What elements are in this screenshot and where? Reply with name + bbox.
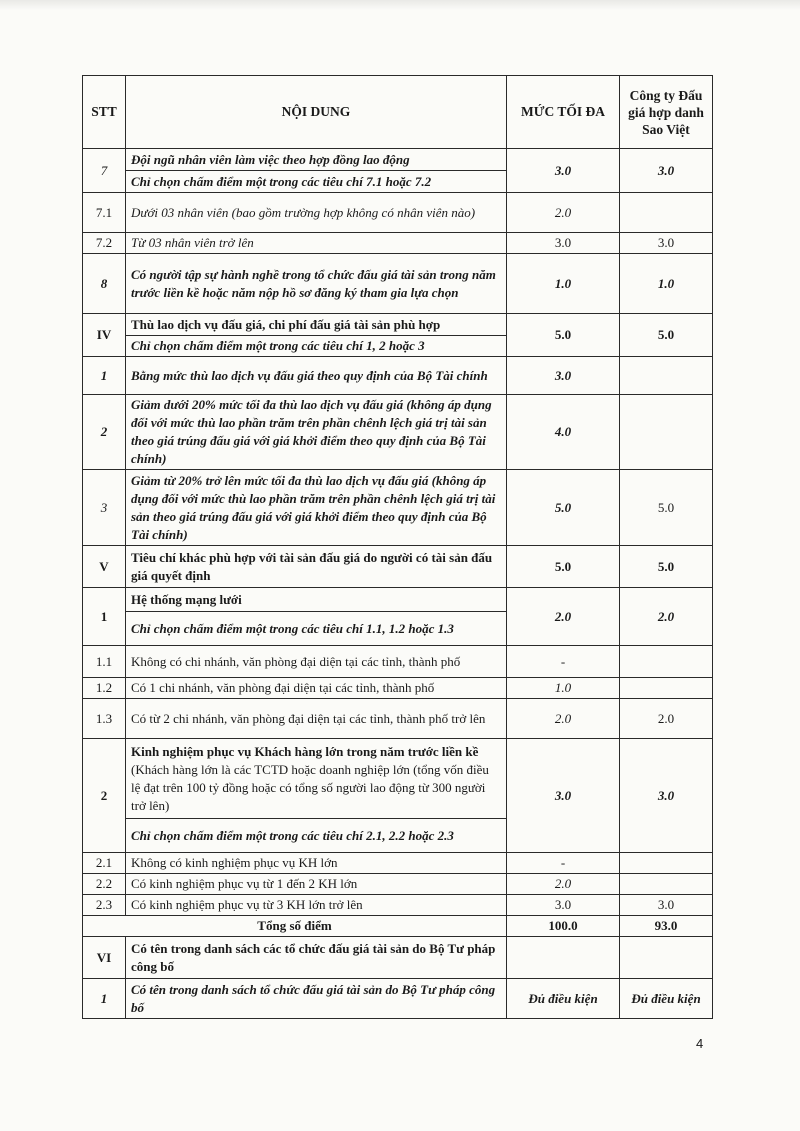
row-content: Không có chi nhánh, văn phòng đại diện tại các tỉnh, thành phố bbox=[126, 646, 507, 678]
table-row bbox=[83, 470, 713, 546]
row-stt: 7.1 bbox=[83, 193, 126, 233]
row-max: 1.0 bbox=[507, 678, 620, 699]
row-stt: 2.1 bbox=[83, 853, 126, 874]
row-score bbox=[620, 395, 713, 470]
table-row bbox=[83, 193, 713, 233]
row-score: 2.0 bbox=[620, 588, 713, 646]
row-stt: 1.2 bbox=[83, 678, 126, 699]
row-score bbox=[620, 853, 713, 874]
row-max: 3.0 bbox=[507, 895, 620, 916]
table-row bbox=[83, 678, 713, 699]
row-score: Đủ điều kiện bbox=[620, 979, 713, 1019]
table-row bbox=[83, 588, 713, 612]
row-max: 3.0 bbox=[507, 739, 620, 853]
row-score bbox=[620, 357, 713, 395]
row-content: Có từ 2 chi nhánh, văn phòng đại diện tại các tỉnh, thành phố trở lên bbox=[126, 699, 507, 739]
row-max: 3.0 bbox=[507, 233, 620, 254]
row-content: Tiêu chí khác phù hợp với tài sản đấu giá do người có tài sản đấu giá quyết định bbox=[126, 546, 507, 588]
row-content: Hệ thống mạng lưới bbox=[126, 588, 507, 612]
row-score: 5.0 bbox=[620, 314, 713, 357]
table-row bbox=[83, 937, 713, 979]
total-label: Tổng số điểm bbox=[83, 916, 507, 937]
row-max: 3.0 bbox=[507, 357, 620, 395]
total-row bbox=[83, 916, 713, 937]
row-max: 1.0 bbox=[507, 254, 620, 314]
scoring-table bbox=[82, 75, 713, 1019]
row-max: 2.0 bbox=[507, 699, 620, 739]
page-top-edge bbox=[0, 0, 800, 10]
row-content-rest: (Khách hàng lớn là các TCTD hoặc doanh nghiệp lớn (tổng vốn điều lệ đạt trên 100 tỷ đồng hoặc có tổng số người lao động từ 300 người trở lên) bbox=[131, 761, 489, 813]
row-content: Có người tập sự hành nghề trong tổ chức đấu giá tài sản trong năm trước liền kề hoặc năm nộp hồ sơ đăng ký tham gia lựa chọn bbox=[126, 254, 507, 314]
page-number: 4 bbox=[696, 1036, 704, 1051]
row-score bbox=[620, 193, 713, 233]
table-row bbox=[83, 853, 713, 874]
table-row bbox=[83, 254, 713, 314]
row-content: Đội ngũ nhân viên làm việc theo hợp đồng lao động bbox=[126, 149, 507, 171]
row-stt: 7.2 bbox=[83, 233, 126, 254]
row-stt: VI bbox=[83, 937, 126, 979]
row-stt: IV bbox=[83, 314, 126, 357]
row-content: Giảm dưới 20% mức tối đa thù lao dịch vụ đấu giá (không áp dụng đối với mức thù lao phần trăm trên phần chênh lệch giá trị tài sản theo giá trúng đấu giá với giá khởi điểm theo quy định của Bộ Tài chính) bbox=[126, 395, 507, 470]
row-score: 1.0 bbox=[620, 254, 713, 314]
row-max: 5.0 bbox=[507, 470, 620, 546]
row-content: Bằng mức thù lao dịch vụ đấu giá theo quy định của Bộ Tài chính bbox=[126, 357, 507, 395]
header-stt: STT bbox=[83, 76, 126, 149]
row-stt: 1.3 bbox=[83, 699, 126, 739]
row-content-note: Chỉ chọn chấm điểm một trong các tiêu chí 1, 2 hoặc 3 bbox=[126, 336, 507, 357]
row-max: 2.0 bbox=[507, 874, 620, 895]
row-content: Không có kinh nghiệm phục vụ KH lớn bbox=[126, 853, 507, 874]
row-score: 3.0 bbox=[620, 149, 713, 193]
table-row bbox=[83, 546, 713, 588]
row-max: - bbox=[507, 646, 620, 678]
table-row bbox=[83, 357, 713, 395]
row-stt: 2 bbox=[83, 739, 126, 853]
row-content: Từ 03 nhân viên trở lên bbox=[126, 233, 507, 254]
row-stt: V bbox=[83, 546, 126, 588]
header-noi-dung: NỘI DUNG bbox=[126, 76, 507, 149]
row-score bbox=[620, 678, 713, 699]
row-stt: 1 bbox=[83, 588, 126, 646]
total-score: 93.0 bbox=[620, 916, 713, 937]
row-max: 2.0 bbox=[507, 193, 620, 233]
row-score: 5.0 bbox=[620, 470, 713, 546]
row-score bbox=[620, 937, 713, 979]
row-content bbox=[126, 739, 507, 819]
row-stt: 2.3 bbox=[83, 895, 126, 916]
row-max: Đủ điều kiện bbox=[507, 979, 620, 1019]
row-content: Có kinh nghiệm phục vụ từ 1 đến 2 KH lớn bbox=[126, 874, 507, 895]
row-stt: 2.2 bbox=[83, 874, 126, 895]
row-max: 5.0 bbox=[507, 314, 620, 357]
row-score: 3.0 bbox=[620, 233, 713, 254]
row-stt: 1.1 bbox=[83, 646, 126, 678]
row-max: 3.0 bbox=[507, 149, 620, 193]
row-stt: 3 bbox=[83, 470, 126, 546]
row-max: 2.0 bbox=[507, 588, 620, 646]
row-score: 5.0 bbox=[620, 546, 713, 588]
row-content: Thù lao dịch vụ đấu giá, chi phí đấu giá tài sản phù hợp bbox=[126, 314, 507, 336]
table-row bbox=[83, 314, 713, 336]
row-score bbox=[620, 874, 713, 895]
table-row bbox=[83, 233, 713, 254]
row-content-note: Chỉ chọn chấm điểm một trong các tiêu chí 1.1, 1.2 hoặc 1.3 bbox=[126, 612, 507, 646]
row-content-note: Chỉ chọn chấm điểm một trong các tiêu chí 7.1 hoặc 7.2 bbox=[126, 171, 507, 193]
row-score: 3.0 bbox=[620, 739, 713, 853]
row-stt: 1 bbox=[83, 357, 126, 395]
table-row bbox=[83, 874, 713, 895]
header-cong-ty: Công ty Đấu giá hợp danh Sao Việt bbox=[620, 76, 713, 149]
table-row bbox=[83, 895, 713, 916]
row-max bbox=[507, 937, 620, 979]
row-score: 3.0 bbox=[620, 895, 713, 916]
row-content: Giảm từ 20% trở lên mức tối đa thù lao dịch vụ đấu giá (không áp dụng đối với mức thù lao phần trăm trên phần chênh lệch giá trị tài sản theo giá trúng đấu giá với giá khởi điểm theo quy định của Bộ Tài chính) bbox=[126, 470, 507, 546]
row-content: Có kinh nghiệm phục vụ từ 3 KH lớn trở lên bbox=[126, 895, 507, 916]
row-stt: 8 bbox=[83, 254, 126, 314]
row-score: 2.0 bbox=[620, 699, 713, 739]
row-content-note: Chỉ chọn chấm điểm một trong các tiêu chí 2.1, 2.2 hoặc 2.3 bbox=[126, 819, 507, 853]
row-content-bold: Kinh nghiệm phục vụ Khách hàng lớn trong năm trước liền kề bbox=[131, 743, 479, 759]
row-max: 5.0 bbox=[507, 546, 620, 588]
row-stt: 7 bbox=[83, 149, 126, 193]
row-content: Có tên trong danh sách các tổ chức đấu giá tài sản do Bộ Tư pháp công bố bbox=[126, 937, 507, 979]
table-row bbox=[83, 395, 713, 470]
table-row bbox=[83, 699, 713, 739]
row-max: 4.0 bbox=[507, 395, 620, 470]
row-content: Dưới 03 nhân viên (bao gồm trường hợp không có nhân viên nào) bbox=[126, 193, 507, 233]
row-stt: 1 bbox=[83, 979, 126, 1019]
table-row bbox=[83, 739, 713, 819]
table-row bbox=[83, 149, 713, 171]
header-muc-toi-da: MỨC TỐI ĐA bbox=[507, 76, 620, 149]
total-max: 100.0 bbox=[507, 916, 620, 937]
table-header-row bbox=[83, 76, 713, 149]
row-score bbox=[620, 646, 713, 678]
row-max: - bbox=[507, 853, 620, 874]
table-row bbox=[83, 646, 713, 678]
row-content: Có tên trong danh sách tổ chức đấu giá tài sản do Bộ Tư pháp công bố bbox=[126, 979, 507, 1019]
table-row bbox=[83, 979, 713, 1019]
row-stt: 2 bbox=[83, 395, 126, 470]
row-content: Có 1 chi nhánh, văn phòng đại diện tại các tỉnh, thành phố bbox=[126, 678, 507, 699]
